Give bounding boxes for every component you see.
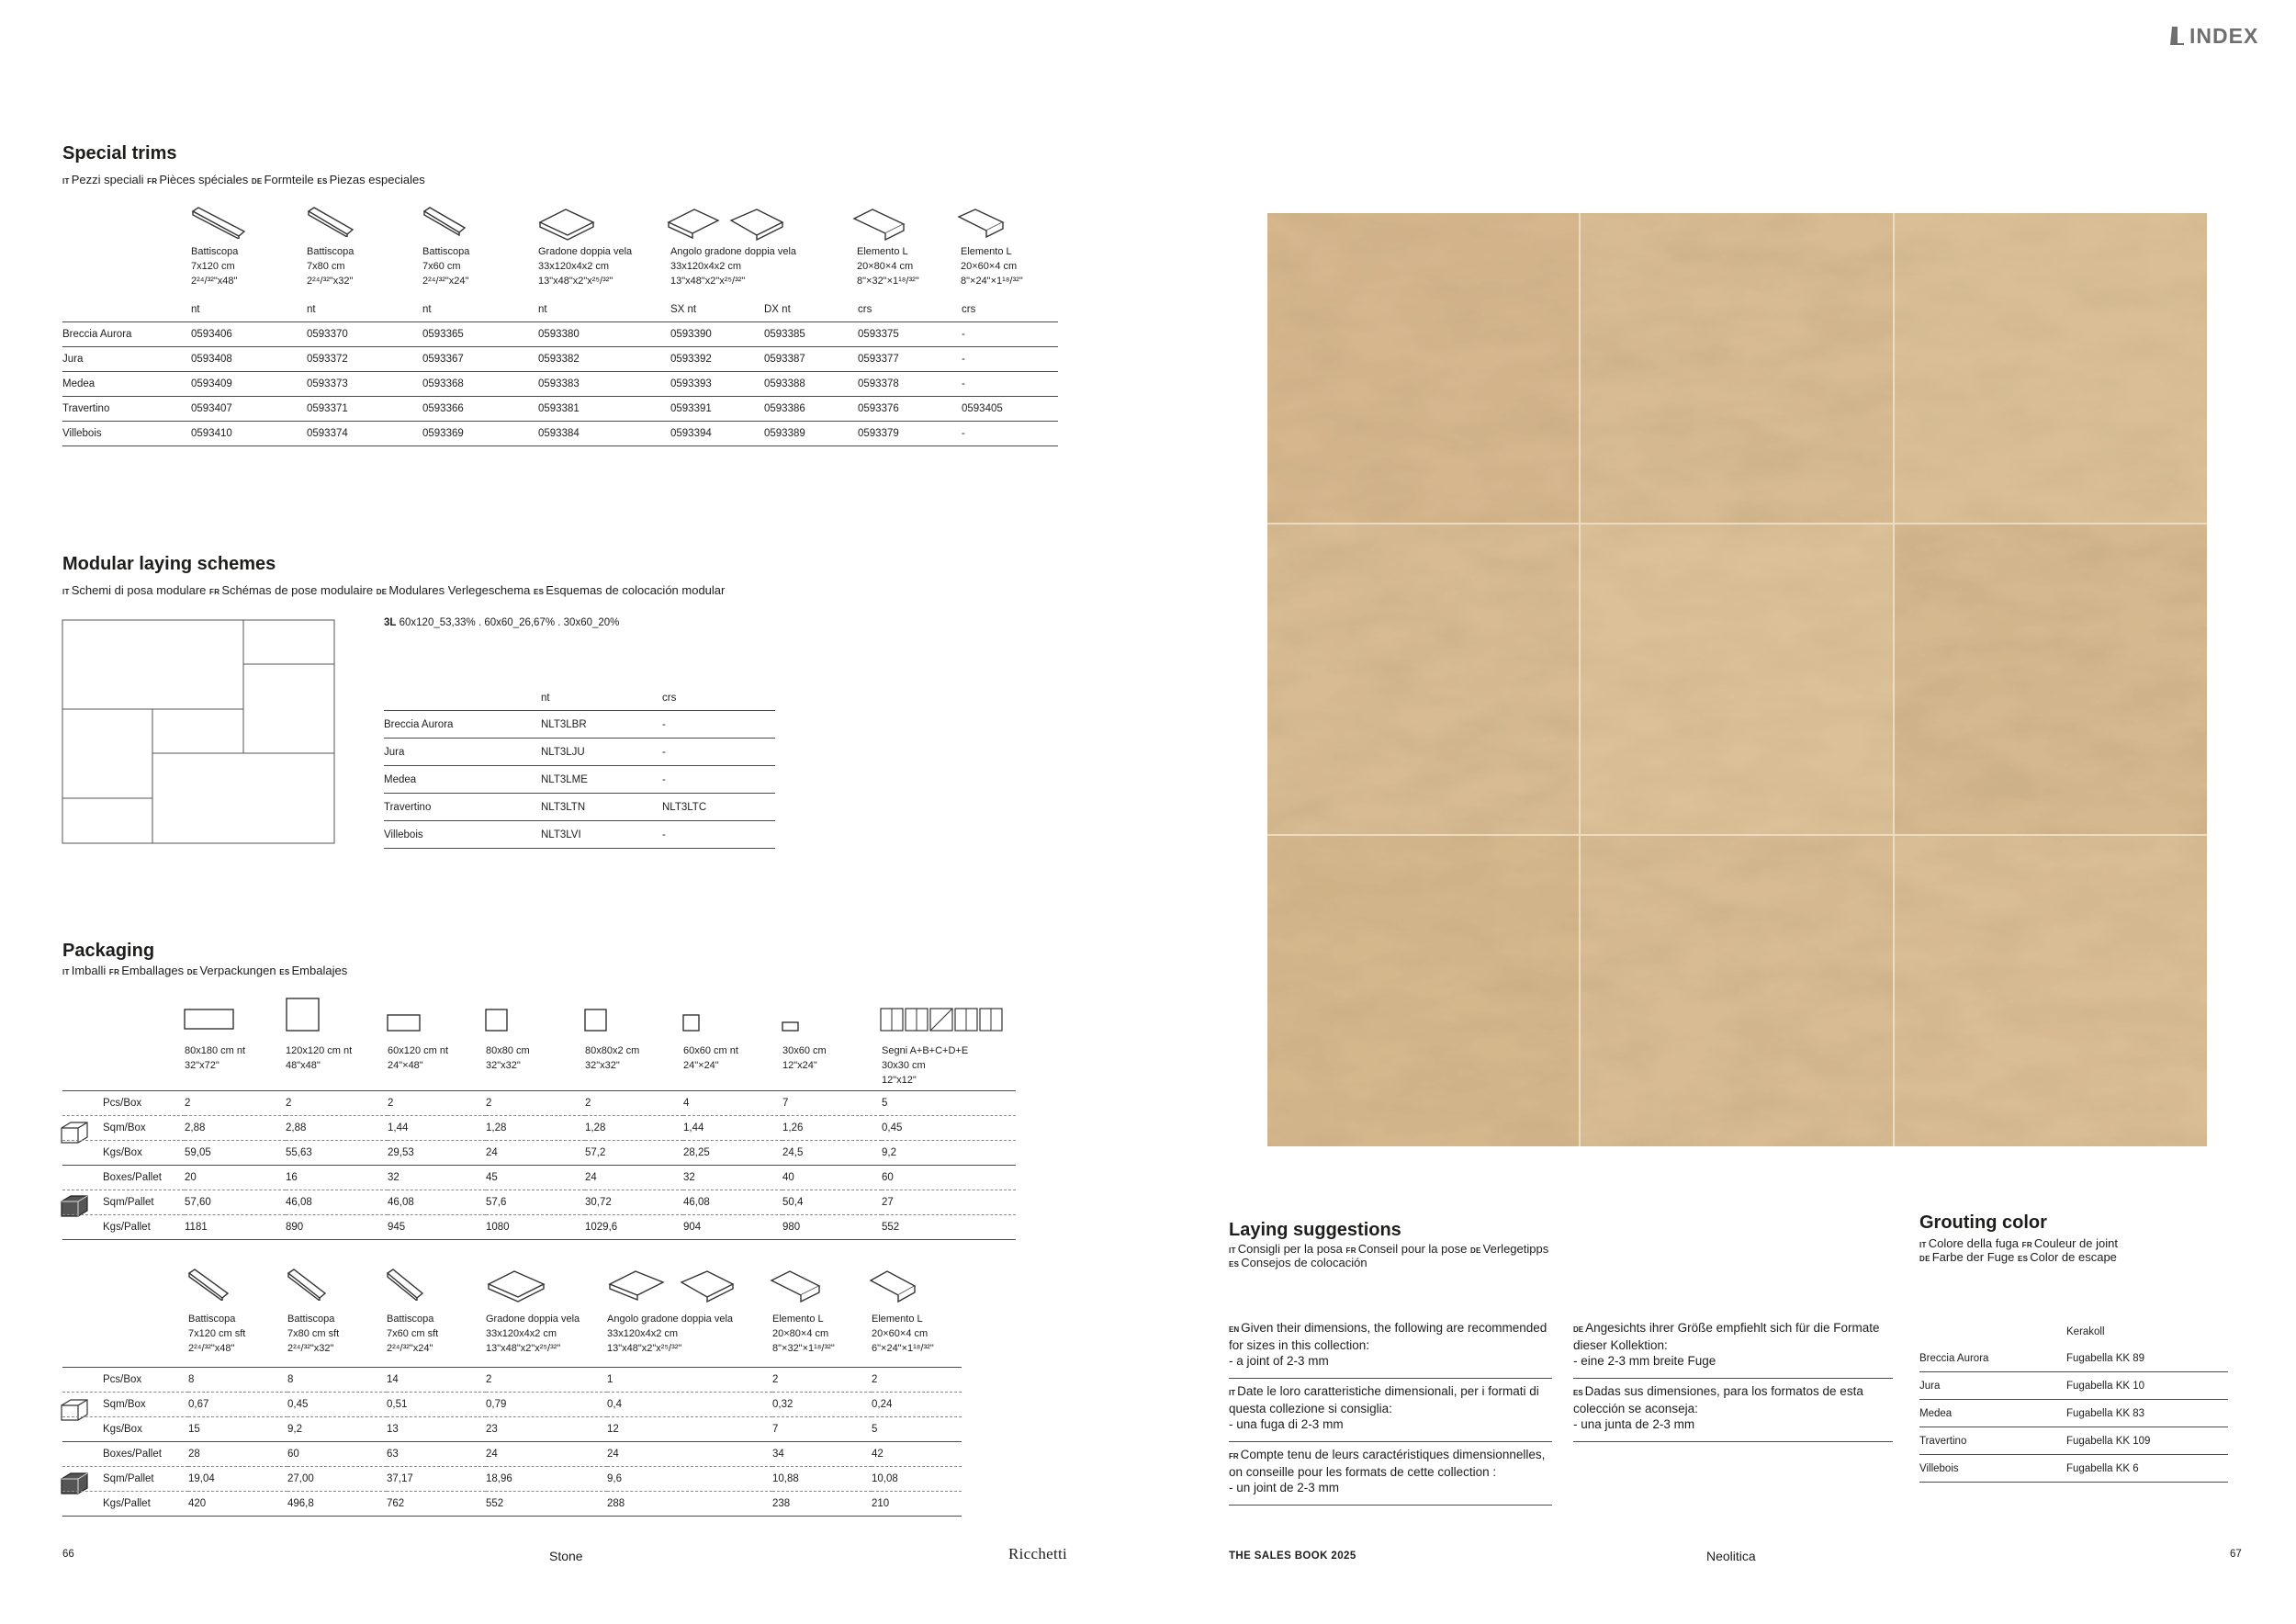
- laying-block-es: ES Dadas sus dimensiones, para los formatos de esta colección se aconseja: - una junta de 2-3 mm: [1573, 1379, 1893, 1442]
- pkg-trim-icon-l-1: [770, 1269, 821, 1309]
- laying-block-en: EN Given their dimensions, the following are recommended for sizes in this collection: - a joint of 2-3 mm: [1229, 1315, 1552, 1379]
- table-row: Boxes/Pallet 20 16 32 45 24 32 40 60: [62, 1166, 1016, 1190]
- trim-col-3: Gradone doppia vela 33x120x4x2 cm 13"x48"x2"x²⁵/³²": [538, 246, 633, 287]
- modular-table: nt crs Breccia Aurora NLT3LBR - Jura NLT3LJU - Medea NLT3LME - Travertino NLT3LTN NLT3LTC Villebois NLT3LVI -: [384, 686, 775, 849]
- pkg-trim-icon-step-corner: [608, 1269, 737, 1309]
- table-row: Villebois 0593410 0593374 0593369 0593384 0593394 0593389 0593379 -: [62, 422, 1058, 446]
- format-label-3: 80x80 cm 32"x32": [486, 1045, 530, 1071]
- grouting-header: Kerakoll: [2066, 1326, 2105, 1337]
- trim-icon-skirting-3: [422, 206, 467, 242]
- special-trims-title: Special trims: [62, 143, 177, 164]
- format-icon-60x60: [682, 1014, 701, 1032]
- table-row: Breccia Aurora 0593406 0593370 0593365 0593380 0593390 0593385 0593375 -: [62, 322, 1058, 347]
- stone-tile-image: [1267, 213, 2207, 1146]
- pkg-trim-icon-2: [287, 1268, 327, 1305]
- index-icon: [2169, 25, 2186, 47]
- format-icon-segni: [880, 1008, 1005, 1032]
- trim-col-6: Elemento L 20×60×4 cm 8"×24"×1¹⁸/³²": [961, 246, 1023, 287]
- page-number-left: 66: [62, 1549, 74, 1560]
- laying-block-fr: FR Compte tenu de leurs caractéristiques dimensionnelles, on conseille pour les formats de cette collection : - un joint de 2-3 mm: [1229, 1442, 1552, 1506]
- laying-section: Laying suggestions IT Consigli per la posa FR Conseil pour la pose DE Verlegetipps ES Consejos de colocación: [1229, 1220, 1549, 1269]
- table-row: Boxes/Pallet 28 60 63 24 24 34 42: [62, 1442, 962, 1467]
- modular-section: [62, 554, 725, 597]
- scheme-description: 3L 60x120_53,33% . 60x60_26,67% . 30x60_20%: [384, 617, 620, 628]
- table-row: Sqm/Box 0,67 0,45 0,51 0,79 0,4 0,32 0,24: [62, 1393, 962, 1417]
- pkg-trim-icon-1: [187, 1268, 230, 1305]
- trim-icon-step: [538, 208, 595, 247]
- table-row: Jura Fugabella KK 10: [1919, 1372, 2228, 1400]
- trim-icon-l-element-2: [957, 208, 1005, 245]
- format-label-6: 30x60 cm 12"x24": [782, 1045, 827, 1071]
- table-row: Jura NLT3LJU -: [384, 739, 775, 766]
- table-row: Villebois NLT3LVI -: [384, 821, 775, 849]
- table-row: Kgs/Pallet 1181 890 945 1080 1029,6 904 980 552: [62, 1215, 1016, 1240]
- modular-title: Modular laying schemes: [62, 554, 276, 574]
- format-label-2: 60x120 cm nt 24"×48": [388, 1045, 449, 1071]
- pkg-trim-icon-step: [487, 1269, 546, 1309]
- format-icon-30x60: [782, 1021, 800, 1032]
- laying-block-de: DE Angesichts ihrer Größe empfiehlt sich für die Formate dieser Kollektion: - eine 2-3 mm breite Fuge: [1573, 1315, 1893, 1379]
- tile: [1894, 835, 2207, 1146]
- table-row: Breccia Aurora NLT3LBR -: [384, 711, 775, 739]
- pkg-trim-icon-3: [386, 1268, 424, 1305]
- tile: [1267, 835, 1580, 1146]
- trim-icon-skirting-2: [307, 206, 355, 242]
- trim-col-4: Angolo gradone doppia vela 33x120x4x2 cm 13"x48"x2"x²⁵/³²": [670, 246, 797, 287]
- table-row: Travertino NLT3LTN NLT3LTC: [384, 794, 775, 821]
- trim-icon-l-element-1: [852, 208, 906, 247]
- tile: [1580, 524, 1894, 835]
- special-trims-table: [62, 298, 1058, 446]
- table-row: Pcs/Box 2 2 2 2 2 4 7 5: [62, 1091, 1016, 1116]
- footer-section-name: Stone: [549, 1549, 583, 1563]
- format-label-1: 120x120 cm nt 48"x48": [286, 1045, 353, 1071]
- format-label-5: 60x60 cm nt 24"×24": [683, 1045, 738, 1071]
- format-icon-80x180: [184, 1009, 235, 1031]
- laying-block-it: IT Date le loro caratteristiche dimensionali, per i formati di questa collezione si consiglia: - una fuga di 2-3 mm: [1229, 1379, 1552, 1442]
- grouting-table: [1919, 1319, 2228, 1483]
- trim-col-1: Battiscopa 7x80 cm 2²⁴/³²"x32": [307, 246, 355, 287]
- trim-icon-skirting-1: [191, 206, 246, 243]
- trim-col-2: Battiscopa 7x60 cm 2²⁴/³²"x24": [422, 246, 470, 287]
- laying-scheme-diagram: [62, 619, 337, 845]
- format-label-4: 80x80x2 cm 32"x32": [585, 1045, 640, 1071]
- table-row: Villebois Fugabella KK 6: [1919, 1455, 2228, 1483]
- pkg-trim-label-1: Battiscopa 7x80 cm sft 2²⁴/³²"x32": [287, 1314, 340, 1354]
- trim-col-5: Elemento L 20×80×4 cm 8"×32"×1¹⁸/³²": [857, 246, 919, 287]
- packaging-section: [62, 941, 347, 977]
- tile: [1894, 213, 2207, 524]
- special-trims-subtitle: IT Pezzi speciali FR Pièces spéciales DE Formteile ES Piezas especiales: [62, 173, 425, 186]
- table-row: Sqm/Pallet 19,04 27,00 37,17 18,96 9,6 10,88 10,08: [62, 1467, 962, 1492]
- format-label-7: Segni A+B+C+D+E 30x30 cm 12"x12": [882, 1045, 969, 1086]
- tile: [1894, 524, 2207, 835]
- special-trims-section: [62, 143, 425, 186]
- brand-logo: Ricchetti: [1008, 1545, 1068, 1562]
- pkg-trim-label-0: Battiscopa 7x120 cm sft 2²⁴/³²"x48": [188, 1314, 246, 1354]
- format-icon-80x80: [485, 1009, 509, 1032]
- grouting-section: Grouting color IT Colore della fuga FR Couleur de joint DE Farbe der Fuge ES Color de escape: [1919, 1212, 2118, 1264]
- packaging-table: [62, 1090, 1016, 1240]
- trim-finish-row: nt nt nt nt SX nt DX nt crs crs: [62, 298, 1058, 322]
- pkg-trim-label-6: Elemento L 20×60×4 cm 6"×24"×1¹⁸/³²": [872, 1314, 934, 1354]
- page-number-right: 67: [2230, 1549, 2242, 1560]
- table-row: Sqm/Pallet 57,60 46,08 46,08 57,6 30,72 46,08 50,4 27: [62, 1190, 1016, 1215]
- table-row: Kgs/Pallet 420 496,8 762 552 288 238 210: [62, 1492, 962, 1517]
- trim-col-0: Battiscopa 7x120 cm 2²⁴/³²"x48": [191, 246, 239, 287]
- packaging-subtitle: IT Imballi FR Emballages DE Verpackungen ES Embalajes: [62, 964, 348, 977]
- table-row: Pcs/Box 8 8 14 2 1 2 2: [62, 1368, 962, 1393]
- format-icon-60x120: [387, 1014, 422, 1032]
- laying-right-column: [1573, 1315, 1893, 1442]
- footer-collection-name: Neolitica: [1706, 1549, 1756, 1563]
- format-icon-80x80x2: [584, 1009, 608, 1032]
- pkg-trim-label-2: Battiscopa 7x60 cm sft 2²⁴/³²"x24": [387, 1314, 439, 1354]
- table-row: Kgs/Box 15 9,2 13 23 12 7 5: [62, 1417, 962, 1442]
- pkg-trim-label-5: Elemento L 20×80×4 cm 8"×32"×1¹⁸/³²": [772, 1314, 835, 1354]
- pkg-trim-label-3: Gradone doppia vela 33x120x4x2 cm 13"x48"x2"x²⁵/³²": [486, 1314, 580, 1354]
- table-row: Medea NLT3LME -: [384, 766, 775, 794]
- modular-subtitle: IT Schemi di posa modulare FR Schémas de pose modulaire DE Modulares Verlegeschema ES Esquemas de colocación modular: [62, 583, 726, 597]
- index-label: INDEX: [2189, 23, 2259, 48]
- format-icon-120x120: [286, 998, 321, 1032]
- table-row: Travertino 0593407 0593371 0593366 0593381 0593391 0593386 0593376 0593405: [62, 397, 1058, 422]
- laying-left-column: [1229, 1315, 1552, 1506]
- pkg-trim-label-4: Angolo gradone doppia vela 33x120x4x2 cm 13"x48"x2"x²⁵/³²": [607, 1314, 734, 1354]
- grouting-title: Grouting color: [1919, 1212, 2047, 1233]
- format-label-0: 80x180 cm nt 32"x72": [185, 1045, 246, 1071]
- index-link[interactable]: [2169, 22, 2258, 50]
- footer-book-title: THE SALES BOOK 2025: [1229, 1551, 1356, 1562]
- table-row: Travertino Fugabella KK 109: [1919, 1427, 2228, 1455]
- table-row: Medea 0593409 0593373 0593368 0593383 0593393 0593388 0593378 -: [62, 372, 1058, 397]
- table-row: Medea Fugabella KK 83: [1919, 1400, 2228, 1427]
- table-row: Breccia Aurora Fugabella KK 89: [1919, 1345, 2228, 1372]
- tile: [1267, 213, 1580, 524]
- pkg-trim-icon-l-2: [869, 1269, 917, 1309]
- laying-title: Laying suggestions: [1229, 1220, 1401, 1240]
- table-row: Sqm/Box 2,88 2,88 1,44 1,28 1,28 1,44 1,26 0,45: [62, 1116, 1016, 1141]
- trim-icon-step-corner: [667, 208, 786, 247]
- table-row: Kgs/Box 59,05 55,63 29,53 24 57,2 28,25 24,5 9,2: [62, 1141, 1016, 1166]
- table-row: Jura 0593408 0593372 0593367 0593382 0593392 0593387 0593377 -: [62, 347, 1058, 372]
- packaging-trims-table: [62, 1367, 962, 1517]
- packaging-title: Packaging: [62, 941, 155, 961]
